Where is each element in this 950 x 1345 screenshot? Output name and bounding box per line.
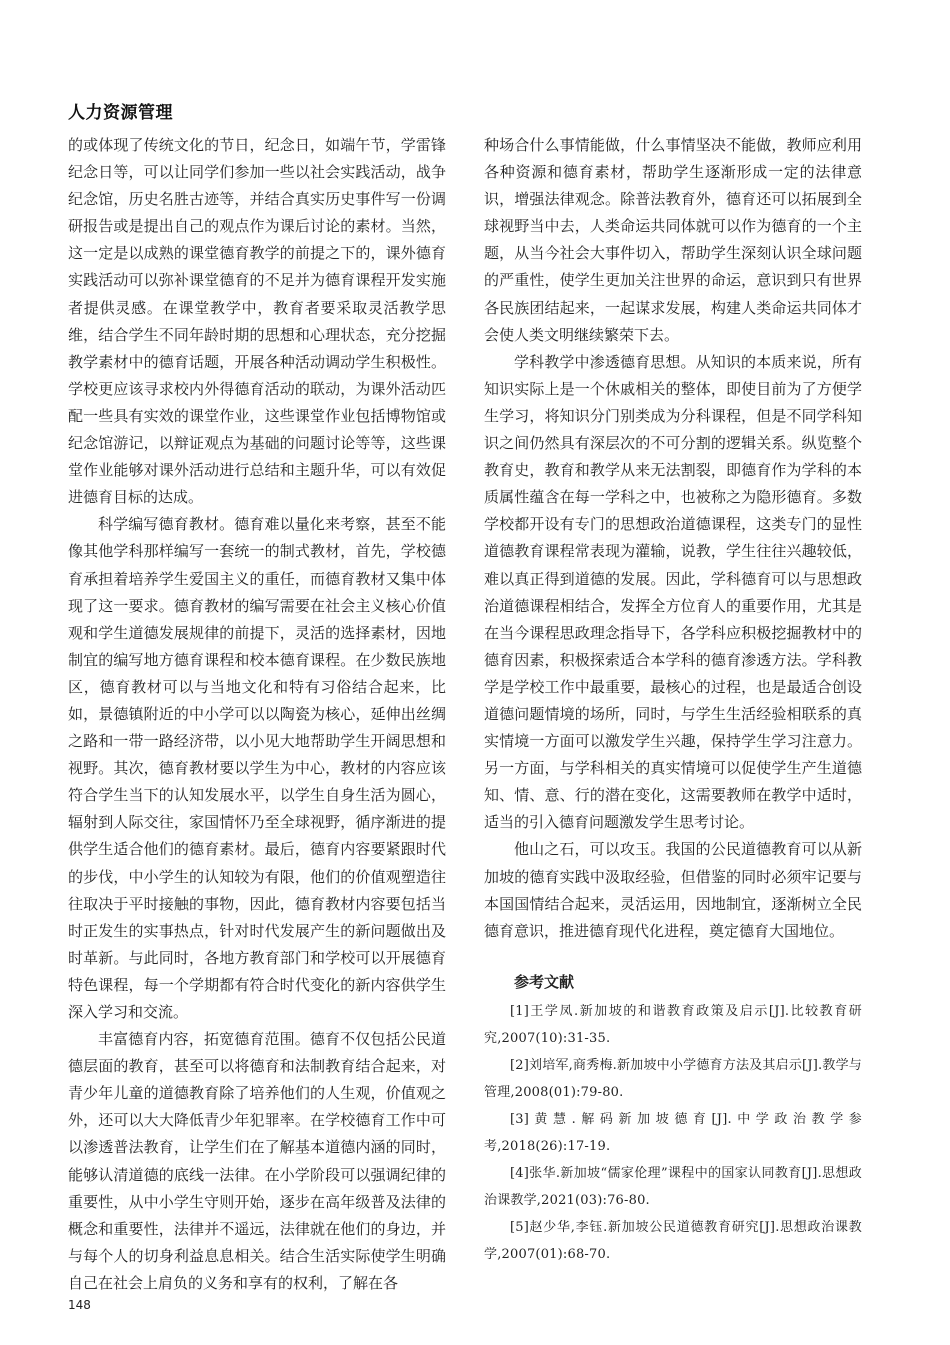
reference-item: [2]刘培军,商秀梅.新加坡中小学德育方法及其启示[J].教学与管理,2008(01):79-80. — [484, 1057, 862, 1100]
section-title: 人力资源管理 — [68, 103, 173, 123]
references-list — [484, 998, 862, 1268]
references-title: 参考文献 — [514, 972, 575, 991]
reference-item: [3]黄慧.解码新加坡德育[J].中学政治教学参考,2018(26):17-19. — [484, 1111, 862, 1154]
body-paragraph: 丰富德育内容，拓宽德育范围。德育不仅包括公民道德层面的教育，甚至可以将德育和法制教育结合起来，对青少年儿童的道德教育除了培养他们的人生观，价值观之外，还可以大大降低青少年犯罪率。在学校德育工作中可以渗透普法教育，让学生们在了解基本道德内涵的同时，能够认清道德的底线一法律。在小学阶段可以强调纪律的重要性，从中小学生守则开始，逐步在高年级普及法律的概念和重要性，法律并不遥远，法律就在他们的身边，并与每个人的切身利益息息相关。结合生活实际使学生明确自己在社会上肩负的义务和享有的权利，了解在各 — [68, 1030, 446, 1292]
reference-item: [5]赵少华,李钰.新加坡公民道德教育研究[J].思想政治课教学,2007(01):68-70. — [484, 1219, 862, 1262]
reference-item: [4]张华.新加坡“儒家伦理”课程中的国家认同教育[J].思想政治课教学,2021(03):76-80. — [484, 1165, 862, 1208]
reference-item: [1]王学凤.新加坡的和谐教育政策及启示[J].比较教育研究,2007(10):31-35. — [484, 1003, 862, 1046]
body-paragraph: 他山之石，可以攻玉。我国的公民道德教育可以从新加坡的德育实践中汲取经验，但借鉴的同时必须牢记要与本国国情结合起来，灵活运用，因地制宜，逐渐树立全民德育意识，推进德育现代化进程，奠定德育大国地位。 — [484, 840, 862, 940]
page-number: 148 — [68, 1298, 91, 1312]
body-paragraph: 的或体现了传统文化的节日，纪念日，如端午节，学雷锋纪念日等，可以让同学们参加一些以社会实践活动，战争纪念馆，历史名胜古迹等，并结合真实历史事件写一份调研报告或是提出自己的观点作为课后讨论的素材。当然，这一定是以成熟的课堂德育教学的前提之下的，课外德育实践活动可以弥补课堂德育的不足并为德育课程开发实施者提供灵感。在课堂教学中，教育者要采取灵活教学思维，结合学生不同年龄时期的思想和心理状态，充分挖掘教学素材中的德育话题，开展各种活动调动学生积极性。学校更应该寻求校内外得德育活动的联动，为课外活动匹配一些具有实效的课堂作业，这些课堂作业包括博物馆或纪念馆游记，以辩证观点为基础的问题讨论等等，这些课堂作业能够对课外活动进行总结和主题升华，可以有效促进德育目标的达成。 — [68, 136, 446, 507]
body-paragraph: 科学编写德育教材。德育难以量化来考察，甚至不能像其他学科那样编写一套统一的制式教材，首先，学校德育承担着培养学生爱国主义的重任，而德育教材又集中体现了这一要求。德育教材的编写需要在社会主义核心价值观和学生道德发展规律的前提下，灵活的选择素材，因地制宜的编写地方德育课程和校本德育课程。在少数民族地区，德育教材可以与当地文化和特有习俗结合起来，比如，景德镇附近的中小学可以以陶瓷为核心，延伸出丝绸之路和一带一路经济带，以小见大地帮助学生开阔思想和视野。其次，德育教材要以学生为中心，教材的内容应该符合学生当下的认知发展水平，以学生自身生活为圆心，辐射到人际交往，家国情怀乃至全球视野，循序渐进的提供学生适合他们的德育素材。最后，德育内容要紧跟时代的步伐，中小学生的认知较为有限，他们的价值观塑造往往取决于平时接触的事物，因此，德育教材内容要包括当时正发生的实事热点，针对时代发展产生的新问题做出及时革新。与此同时，各地方教育部门和学校可以开展德育特色课程，每一个学期都有符合时代变化的新内容供学生深入学习和交流。 — [68, 515, 446, 1021]
body-paragraph: 种场合什么事情能做，什么事情坚决不能做，教师应利用各种资源和德育素材，帮助学生逐渐形成一定的法律意识，增强法律观念。除普法教育外，德育还可以拓展到全球视野当中去，人类命运共同体就可以作为德育的一个主题，从当今社会大事件切入，帮助学生深刻认识全球问题的严重性，使学生更加关注世界的命运，意识到只有世界各民族团结起来，一起谋求发展，构建人类命运共同体才会使人类文明继续繁荣下去。 — [484, 136, 862, 344]
left-column — [68, 132, 446, 1297]
body-paragraph: 学科教学中渗透德育思想。从知识的本质来说，所有知识实际上是一个休戚相关的整体，即使目前为了方便学生学习，将知识分门别类成为分科课程，但是不同学科知识之间仍然具有深层次的不可分割的逻辑关系。纵览整个教育史，教育和教学从来无法割裂，即德育作为学科的本质属性蕴含在每一学科之中，也被称之为隐形德育。多数学校都开设有专门的思想政治道德课程，这类专门的显性道德教育课程常表现为灌输，说教，学生往往兴趣较低，难以真正得到道德的发展。因此，学科德育可以与思想政治道德课程相结合，发挥全方位育人的重要作用，尤其是在当今课程思政理念指导下，各学科应积极挖掘教材中的德育因素，积极探索适合本学科的德育渗透方法。学科教学是学校工作中最重要，最核心的过程，也是最适合创设道德问题情境的场所，同时，与学生生活经验相联系的真实情境一方面可以激发学生兴趣，保持学生学习注意力。另一方面，与学科相关的真实情境可以促使学生产生道德知、情、意、行的潜在变化，这需要教师在教学中适时，适当的引入德育问题激发学生思考讨论。 — [484, 352, 862, 832]
right-column — [484, 132, 862, 1268]
